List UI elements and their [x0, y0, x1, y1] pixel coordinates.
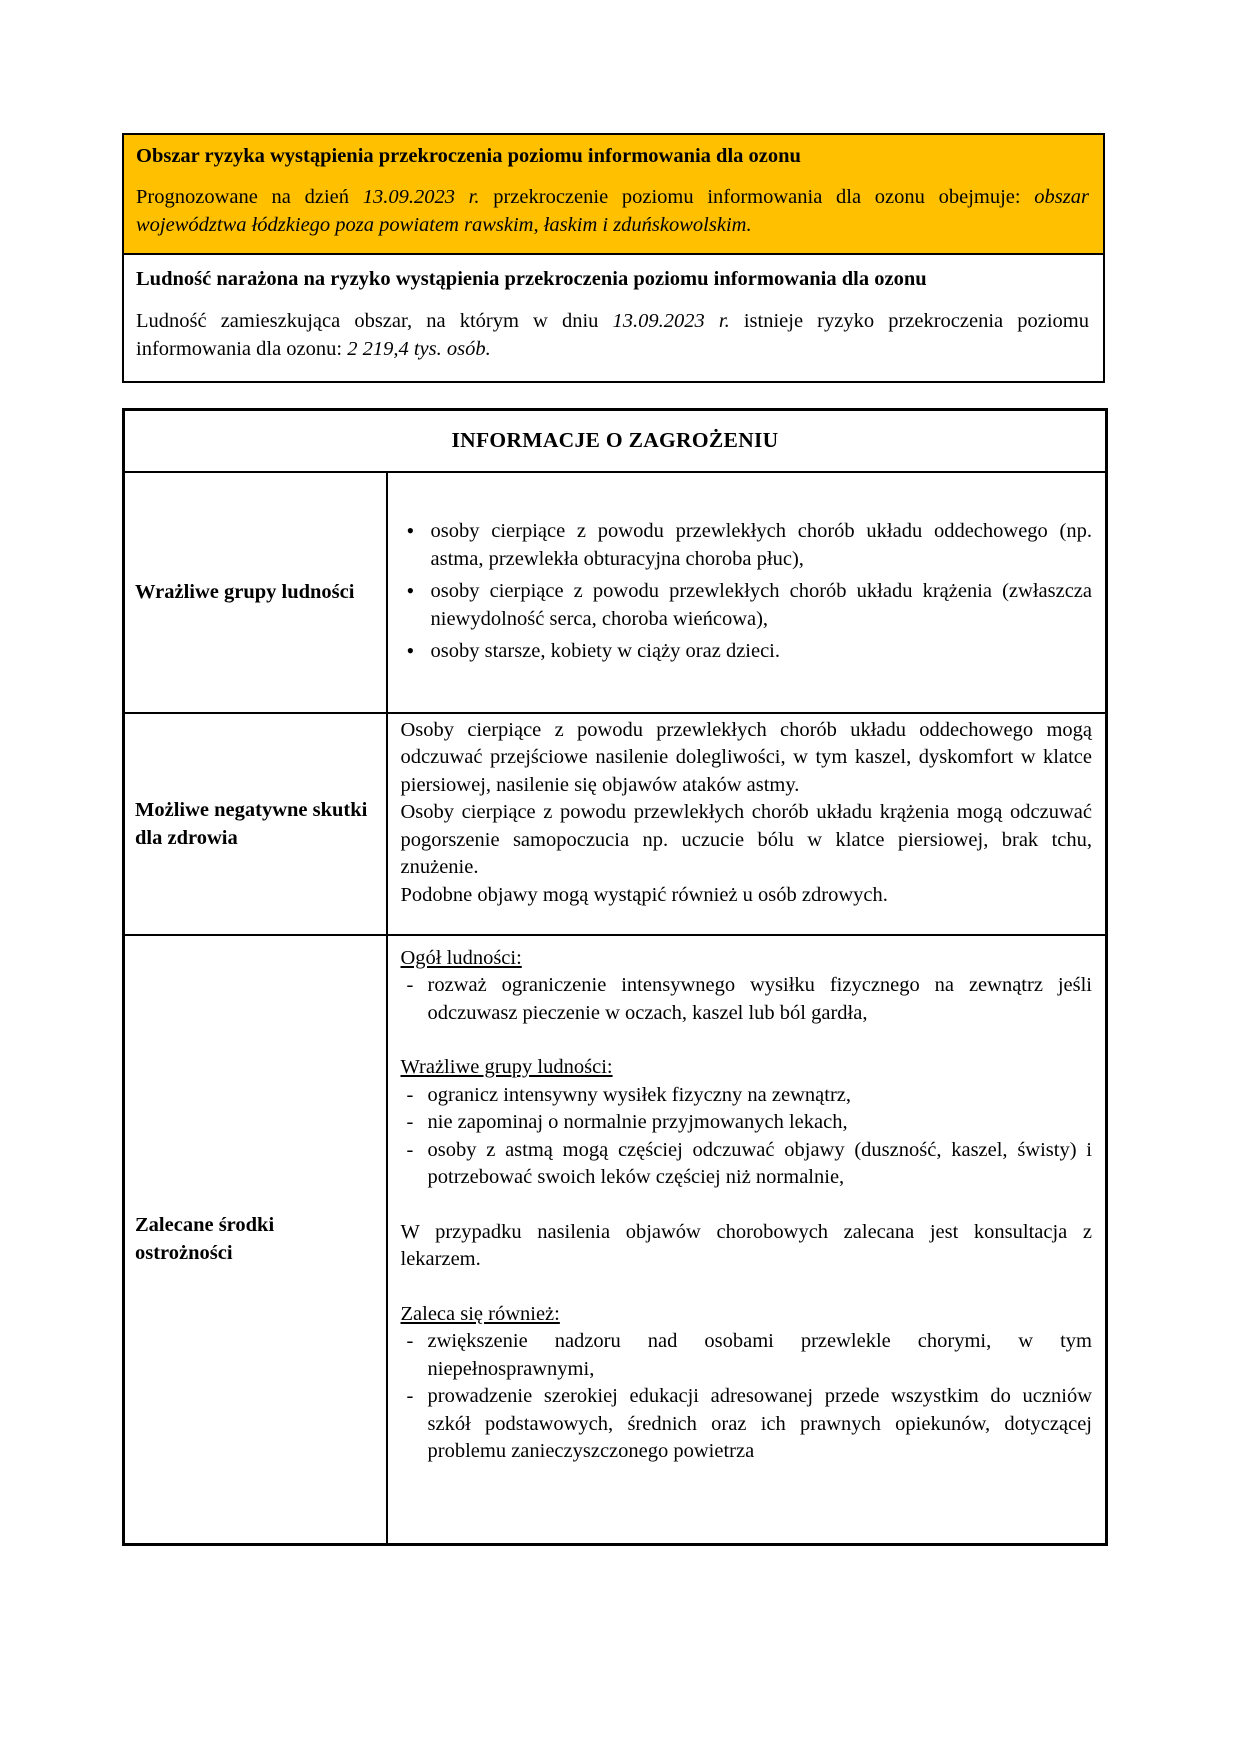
precautions-section-also-recommended: [401, 1301, 1093, 1466]
list-item: - zwiększenie nadzoru nad osobami przewlekle chorymi, w tym niepełnosprawnymi,: [401, 1328, 1093, 1383]
hazard-info-table: [122, 408, 1108, 1546]
row-content-precautions: [387, 935, 1107, 1545]
precautions-doctor-note: [401, 1219, 1093, 1274]
health-effects-paragraph: Osoby cierpiące z powodu przewlekłych chorób układu krążenia mogą odczuwać pogorszenie samopoczucia np. uczucie bólu w klatce piersiowej, brak tchu, znużenie.: [400, 801, 1092, 878]
list-item: - prowadzenie szerokiej edukacji adresowanej przede wszystkim do uczniów szkół podstawowych, średnich oraz ich prawnych opiekunów, dotyczącej problemu zanieczyszczonego powietrza: [401, 1383, 1093, 1466]
alert-body: [136, 184, 1089, 239]
exposure-body: [136, 308, 1089, 363]
ozone-risk-alert-box: [122, 133, 1105, 255]
table-row-precautions: [124, 935, 1107, 1545]
row-content-sensitive-groups: [387, 472, 1107, 713]
alert-forecast-date: 13.09.2023 r.: [362, 186, 480, 208]
health-effects-paragraph: Osoby cierpiące z powodu przewlekłych chorób układu oddechowego mogą odczuwać przejściowe nasilenie dolegliwości, w tym kaszel, dyskomfort w klatce piersiowej, nasilenie się objawów ataków astmy.: [400, 718, 1092, 796]
row-label-health-effects: Możliwe negatywne skutki dla zdrowia: [124, 713, 387, 935]
precautions-section-general-public: [401, 945, 1093, 1028]
alert-body-prefix: Prognozowane na dzień: [136, 186, 363, 208]
list-item: • osoby cierpiące z powodu przewlekłych chorób układu krążenia (zwłaszcza niewydolność serca, choroba wieńcowa),: [401, 578, 1093, 633]
list-item: • osoby starsze, kobiety w ciąży oraz dzieci.: [401, 638, 1093, 666]
alert-body-middle: przekroczenie poziomu informowania dla ozonu obejmuje:: [479, 186, 1035, 208]
list-item: • osoby cierpiące z powodu przewlekłych chorób układu oddechowego (np. astma, przewlekła obturacyjna choroba płuc),: [401, 518, 1093, 573]
list-item: - nie zapominaj o normalnie przyjmowanych lekach,: [401, 1109, 1093, 1137]
list-item: - osoby z astmą mogą częściej odczuwać objawy (duszność, kaszel, świsty) i potrzebować swoich leków częściej niż normalnie,: [401, 1137, 1093, 1192]
table-row-sensitive-groups: [124, 472, 1107, 713]
doctor-consultation-paragraph: W przypadku nasilenia objawów chorobowych zalecana jest konsultacja z lekarzem.: [400, 1220, 1092, 1270]
exposed-population-count: 2 219,4 tys. osób.: [347, 337, 491, 360]
sensitive-groups-advice-list: [401, 1082, 1093, 1192]
also-recommended-list: [401, 1328, 1093, 1466]
table-row-health-effects: [124, 713, 1107, 935]
row-content-health-effects: [387, 713, 1107, 935]
row-label-precautions: Zalecane środki ostrożności: [124, 935, 387, 1545]
table-title: INFORMACJE O ZAGROŻENIU: [124, 410, 1107, 472]
alert-title: Obszar ryzyka wystąpienia przekroczenia poziomu informowania dla ozonu: [136, 145, 801, 167]
precautions-section-sensitive-groups: [401, 1054, 1093, 1192]
exposed-population-box: [122, 255, 1105, 383]
alert-affected-area: obszar województwa łódzkiego poza powiatem rawskim, łaskim i zduńskowolskim.: [136, 186, 1089, 236]
section-heading: Wrażliwe grupy ludności:: [400, 1056, 613, 1078]
list-item: - rozważ ograniczenie intensywnego wysiłku fizycznego na zewnątrz jeśli odczuwasz pieczenie w oczach, kaszel lub ból gardła,: [401, 972, 1093, 1027]
sensitive-groups-list: [401, 518, 1093, 666]
general-public-list: [401, 972, 1093, 1027]
row-label-sensitive-groups: Wrażliwe grupy ludności: [124, 472, 387, 713]
exposure-date: 13.09.2023 r.: [612, 310, 730, 332]
document-content: [122, 133, 1105, 1546]
health-effects-paragraph: Podobne objawy mogą wystąpić również u osób zdrowych.: [400, 883, 888, 906]
section-heading: Ogół ludności:: [400, 946, 522, 969]
list-item: - ogranicz intensywny wysiłek fizyczny na zewnątrz,: [401, 1082, 1093, 1110]
table-header-row: [124, 410, 1107, 472]
section-heading: Zaleca się również:: [400, 1302, 560, 1325]
exposure-body-middle: istnieje ryzyko przekroczenia poziomu informowania dla ozonu:: [136, 310, 1089, 360]
exposure-body-prefix: Ludność zamieszkująca obszar, na którym w dniu: [136, 310, 613, 332]
exposure-title: Ludność narażona na ryzyko wystąpienia przekroczenia poziomu informowania dla ozonu: [136, 268, 927, 290]
